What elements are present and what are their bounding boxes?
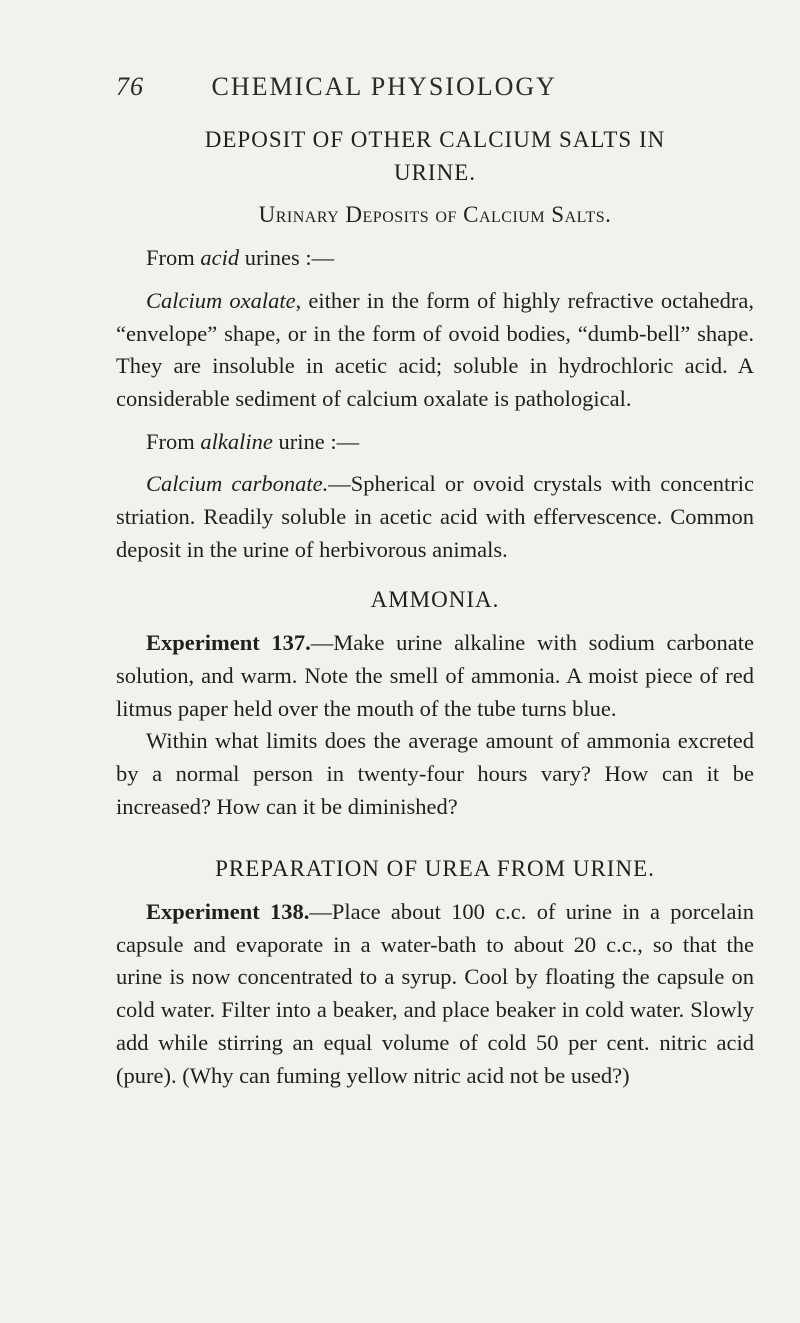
page-content (116, 124, 754, 1092)
experiment-137-text: —Make urine alkaline with sodium carbonate solution, and warm. Note the smell of ammonia. A moist piece of red litmus paper held over the mouth of the tube turns blue. (116, 630, 755, 721)
running-head (116, 72, 716, 102)
section-heading-ammonia: AMMONIA. (370, 587, 500, 613)
experiment-138-text: —Place about 100 c.c. of urine in a porcelain capsule and evaporate in a water-bath to about 20 c.c., so that the urine is now concentrated to a syrup. Cool by floating the capsule on cold water. Filter into a beaker, and place beaker in cold water. Slowly add while stirring an equal volume of cold 50 per cent. nitric acid (pure). (Why can fuming yellow nitric acid not be used?) (116, 899, 754, 1088)
acid-urines-intro: From acid urines :— (146, 245, 335, 271)
section-heading-urea: PREPARATION OF UREA FROM URINE. (215, 856, 655, 882)
experiment-137-paragraph (116, 627, 754, 725)
alkaline-urine-intro: From alkaline urine :— (146, 428, 360, 454)
experiment-137-label: Experiment 137. (146, 630, 311, 656)
experiment-138-paragraph (116, 896, 754, 1092)
calcium-carbonate-term: Calcium carbonate. (146, 471, 329, 497)
section-heading-line2: URINE. (393, 159, 477, 185)
calcium-oxalate-paragraph (116, 285, 754, 416)
section-heading-calcium (116, 124, 754, 189)
ammonia-questions: Within what limits does the average amount of ammonia excreted by a normal person in twenty-four hours vary? How can it be increased? How can it be diminished? (116, 728, 754, 819)
calcium-oxalate-text: , either in the form of highly refractive octahedra, “envelope” shape, or in the form of ovoid bodies, “dumb-bell” shape. They are insoluble in acetic acid; soluble in hydrochloric acid. A considerable sediment of calcium oxalate is pathological. (116, 287, 754, 411)
section-heading-line1: DEPOSIT OF OTHER CALCIUM SALTS IN (204, 127, 666, 152)
calcium-carbonate-text: —Spherical or ovoid crystals with concentric striation. Readily soluble in acetic acid with effervescence. Common deposit in the urine of herbivorous animals. (116, 471, 754, 562)
experiment-138-label: Experiment 138. (146, 899, 310, 925)
calcium-carbonate-paragraph (116, 468, 754, 566)
calcium-oxalate-term: Calcium oxalate (146, 287, 296, 313)
alkaline-term: alkaline (200, 428, 273, 454)
running-title: CHEMICAL PHYSIOLOGY (211, 72, 557, 101)
page-number: 76 (116, 72, 144, 101)
acid-term: acid (200, 245, 240, 271)
subheading-urinary-deposits: Urinary Deposits of Calcium Salts. (258, 202, 612, 228)
